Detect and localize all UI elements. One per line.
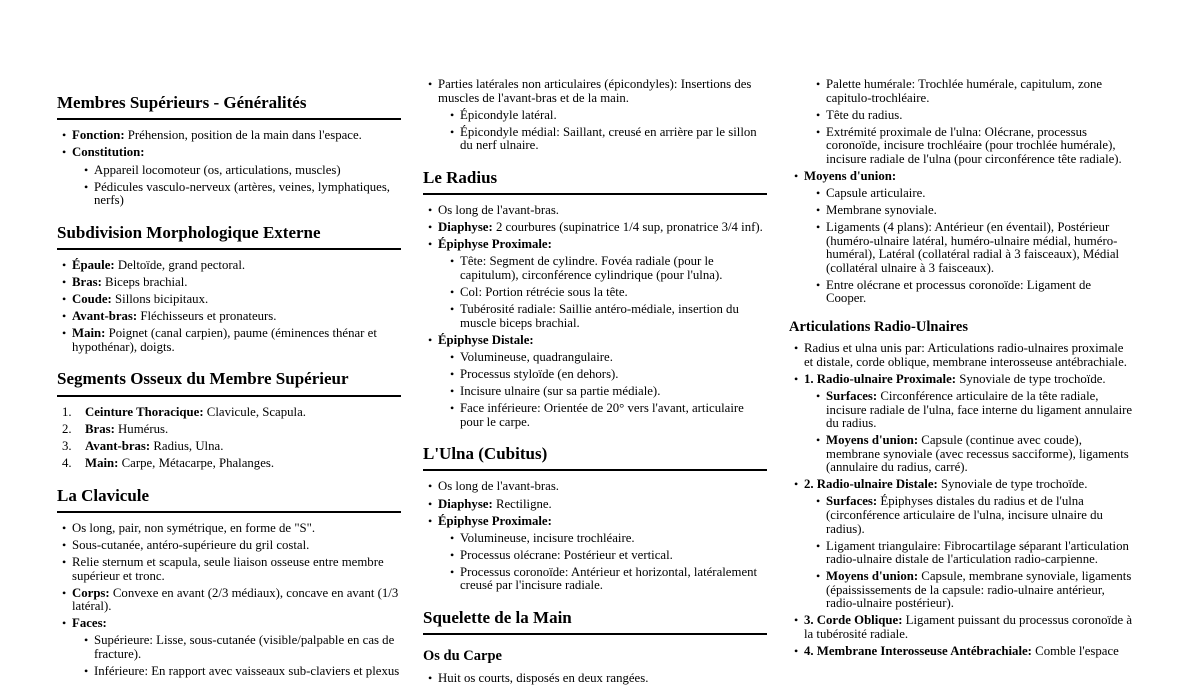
list-item: • Os long, pair, non symétrique, en forme de "S". — [72, 522, 401, 536]
list-item: • Relie sternum et scapula, seule liaison osseuse entre membre supérieur et tronc. — [72, 556, 401, 583]
list-item: • Épicondyle latéral. — [460, 109, 767, 123]
list-item: • Avant-bras: Fléchisseurs et pronateurs. — [72, 310, 401, 324]
list-item: • Diaphyse: Rectiligne. — [438, 498, 767, 512]
list-item: • Capsule articulaire. — [826, 187, 1133, 201]
bullet-list — [438, 255, 767, 330]
list-item: • Main: Poignet (canal carpien), paume (éminences thénar et hypothénar), doigts. — [72, 327, 401, 354]
item-term: Épiphyse Distale: — [438, 332, 534, 347]
section-heading: L'Ulna (Cubitus) — [423, 444, 767, 471]
bullet-list — [423, 480, 767, 592]
item-term: Surfaces: — [826, 494, 878, 509]
item-term: Épiphyse Proximale: — [438, 513, 552, 528]
list-item: • Membrane synoviale. — [826, 204, 1133, 218]
bullet-list — [804, 187, 1133, 306]
bullet-list — [438, 109, 767, 153]
item-term: Corps: — [72, 585, 110, 600]
bullet-list — [789, 78, 1133, 306]
bullet-list — [804, 495, 1133, 611]
bullet-list — [438, 351, 767, 429]
list-item: • Appareil locomoteur (os, articulations, muscles) — [94, 164, 401, 178]
item-term: 4. Membrane Interosseuse Antébrachiale: — [804, 644, 1032, 659]
bullet-list — [57, 129, 401, 207]
list-item: • Moyens d'union: Capsule (continue avec coude), membrane synoviale (avec recessus sacciforme), ligaments (annulaire du radius, carré). — [826, 434, 1133, 475]
item-term: 1. Radio-ulnaire Proximale: — [804, 371, 957, 386]
list-item: Ceinture Thoracique: Clavicule, Scapula. — [85, 404, 306, 419]
list-item — [72, 146, 401, 207]
list-item: • Parties latérales non articulaires (épicondyles): Insertions des muscles de l'avant-bras et de la main. • Épicondyle latéral. • Épicondyle médial: Saillant, creusé en arrière par le sillon du nerf ulnaire. — [438, 78, 767, 153]
list-item: • Incisure ulnaire (sur sa partie médiale). — [460, 385, 767, 399]
list-item: Bras: Humérus. — [85, 421, 169, 436]
subsection-heading: Articulations Radio-Ulnaires — [789, 318, 968, 335]
list-item: • Diaphyse: 2 courbures (supinatrice 1/4 sup, pronatrice 3/4 inf). — [438, 221, 767, 235]
section-heading: Squelette de la Main — [423, 608, 767, 635]
list-item: • Corps: Convexe en avant (2/3 médiaux), concave en avant (1/3 latéral). — [72, 587, 401, 614]
list-item: • Ligament triangulaire: Fibrocartilage séparant l'articulation radio-ulnaire distale de l'articulation radio-carpienne. — [826, 540, 1133, 567]
list-item: • Processus coronoïde: Antérieur et horizontal, latéralement creusé par l'incisure radiale. — [460, 566, 767, 593]
list-item: • Moyens d'union: Capsule, membrane synoviale, ligaments (épaississements de la capsule: radio-ulnaire antérieur, radio-ulnaire postérieur). — [826, 570, 1133, 611]
section-heading: Segments Osseux du Membre Supérieur — [57, 369, 401, 396]
item-term: Ceinture Thoracique: — [85, 404, 204, 419]
list-item: • Huit os courts, disposés en deux rangées. — [438, 672, 767, 685]
item-term: Avant-bras: — [85, 438, 151, 453]
bullet-list — [423, 672, 767, 685]
list-item: • Fonction: Préhension, position de la main dans l'espace. — [72, 129, 401, 143]
list-item — [438, 238, 767, 330]
list-item: • Os long de l'avant-bras. — [438, 480, 767, 494]
list-item — [438, 334, 767, 429]
ordered-list — [57, 406, 401, 471]
item-term: 2. Radio-ulnaire Distale: — [804, 477, 938, 492]
list-item — [804, 170, 1133, 306]
item-term: Diaphyse: — [438, 220, 493, 235]
list-item: • Face inférieure: Orientée de 20° vers l'avant, articulaire pour le carpe. — [460, 402, 767, 429]
item-term: Coude: — [72, 292, 112, 307]
item-term: Main: — [72, 326, 106, 341]
list-item: • 2. Radio-ulnaire Distale: Synoviale de type trochoïde. • Surfaces: Épiphyses distales du radius et de l'ulna (circonférence articulaire de l'ulna, incisure ulnaire du radius). • Ligament triangulaire: Fibrocartilage séparant l'articulation radio-ulnaire distale de l'articulation radio-carpienne. • Moyens d'union: Capsule, membrane synoviale, ligaments (épaississements de la capsule: radio-ulnaire antérieur, radio-ulnaire postérieur). — [804, 478, 1133, 611]
item-term: Main: — [85, 456, 119, 471]
bullet-list — [72, 164, 401, 208]
list-item — [438, 515, 767, 593]
bullet-list — [72, 634, 401, 678]
bullet-list — [423, 204, 767, 429]
list-item: Avant-bras: Radius, Ulna. — [85, 438, 224, 453]
list-item: • Sous-cutanée, antéro-supérieure du gril costal. — [72, 539, 401, 553]
list-item: • Entre olécrane et processus coronoïde: Ligament de Cooper. — [826, 279, 1133, 306]
bullet-list — [57, 522, 401, 679]
list-item: • Pédicules vasculo-nerveux (artères, veines, lymphatiques, nerfs) — [94, 181, 401, 208]
list-item: • Col: Portion rétrécie sous la tête. — [460, 286, 767, 300]
item-term: Constitution: — [72, 145, 145, 160]
section-heading: Le Radius — [423, 168, 767, 195]
item-term: Surfaces: — [826, 388, 878, 403]
list-item: • Volumineuse, quadrangulaire. — [460, 351, 767, 365]
bullet-list — [57, 259, 401, 354]
list-item: • Processus olécrane: Postérieur et vertical. — [460, 549, 767, 563]
list-item: • Extrémité proximale de l'ulna: Olécrane, processus coronoïde, incisure trochléaire (pour trochlée humérale), incisure radiale de l'ulna (pour circonférence tête radiale). — [826, 126, 1133, 167]
list-item: • Surfaces: Circonférence articulaire de la tête radiale, incisure radiale de l'ulna, face interne du ligament annulaire du radius. — [826, 390, 1133, 431]
list-item: • Coude: Sillons bicipitaux. — [72, 293, 401, 307]
item-term: Diaphyse: — [438, 496, 493, 511]
item-term: 3. Corde Oblique: — [804, 613, 903, 628]
bullet-list — [423, 78, 767, 153]
list-item: • Épaule: Deltoïde, grand pectoral. — [72, 259, 401, 273]
item-term: Moyens d'union: — [826, 569, 919, 584]
list-item: • 4. Membrane Interosseuse Antébrachiale: Comble l'espace — [804, 645, 1133, 659]
list-item: • Radius et ulna unis par: Articulations radio-ulnaires proximale et distale, corde oblique, membrane interosseuse antébrachiale. — [804, 342, 1133, 369]
list-item: • Tête: Segment de cylindre. Fovéa radiale (pour le capitulum), circonférence cylindrique (pour l'ulna). — [460, 255, 767, 282]
column-1 — [57, 78, 401, 679]
list-item: • Tête du radius. — [826, 109, 1133, 123]
item-term: Moyens d'union: — [804, 168, 897, 183]
item-term: Moyens d'union: — [826, 433, 919, 448]
list-item: • Supérieure: Lisse, sous-cutanée (visible/palpable en cas de fracture). — [94, 634, 401, 661]
item-term: Bras: — [72, 275, 102, 290]
subsection-heading: Os du Carpe — [423, 648, 502, 665]
item-term: Avant-bras: — [72, 309, 138, 324]
list-item: • Processus styloïde (en dehors). — [460, 368, 767, 382]
column-3 — [789, 77, 1133, 659]
list-item: • 1. Radio-ulnaire Proximale: Synoviale de type trochoïde. • Surfaces: Circonférence articulaire de la tête radiale, incisure radiale de l'ulna, face interne du ligament annulaire du radius. • Moyens d'union: Capsule (continue avec coude), membrane synoviale (avec recessus sacciforme), ligaments (annulaire du radius, carré). — [804, 373, 1133, 475]
section-heading: Subdivision Morphologique Externe — [57, 223, 401, 250]
list-item: • Volumineuse, incisure trochléaire. — [460, 532, 767, 546]
bullet-list — [789, 342, 1133, 658]
list-item: • Surfaces: Épiphyses distales du radius et de l'ulna (circonférence articulaire de l'ulna, incisure ulnaire du radius). — [826, 495, 1133, 536]
list-item: • Os long de l'avant-bras. — [438, 204, 767, 218]
item-term: Fonction: — [72, 128, 125, 143]
list-item: • 3. Corde Oblique: Ligament puissant du processus coronoïde à la tubérosité radiale. — [804, 614, 1133, 641]
item-term: Épiphyse Proximale: — [438, 237, 552, 252]
item-term: Bras: — [85, 421, 115, 436]
list-item: • Épicondyle médial: Saillant, creusé en arrière par le sillon du nerf ulnaire. — [460, 126, 767, 153]
list-item: • Bras: Biceps brachial. — [72, 276, 401, 290]
item-term: Épaule: — [72, 258, 115, 273]
section-heading: La Clavicule — [57, 486, 401, 513]
list-item — [72, 617, 401, 678]
list-item: • Inférieure: En rapport avec vaisseaux sub-claviers et plexus — [94, 665, 401, 679]
list-item: Main: Carpe, Métacarpe, Phalanges. — [85, 456, 275, 471]
list-item: • Ligaments (4 plans): Antérieur (en éventail), Postérieur (huméro-ulnaire latéral, huméro-ulnaire médial, huméro-huméral), Latéral (collatéral radial à 3 faisceaux), Médial (collatéral ulnaire à 3 faisceaux). — [826, 221, 1133, 275]
item-term: Faces: — [72, 616, 107, 631]
column-2 — [423, 77, 767, 685]
list-item: • Tubérosité radiale: Saillie antéro-médiale, insertion du muscle biceps brachial. — [460, 303, 767, 330]
bullet-list — [438, 532, 767, 593]
list-item: • Palette humérale: Trochlée humérale, capitulum, zone capitulo-trochléaire. — [826, 78, 1133, 105]
section-heading: Membres Supérieurs - Généralités — [57, 93, 401, 120]
bullet-list — [804, 390, 1133, 475]
